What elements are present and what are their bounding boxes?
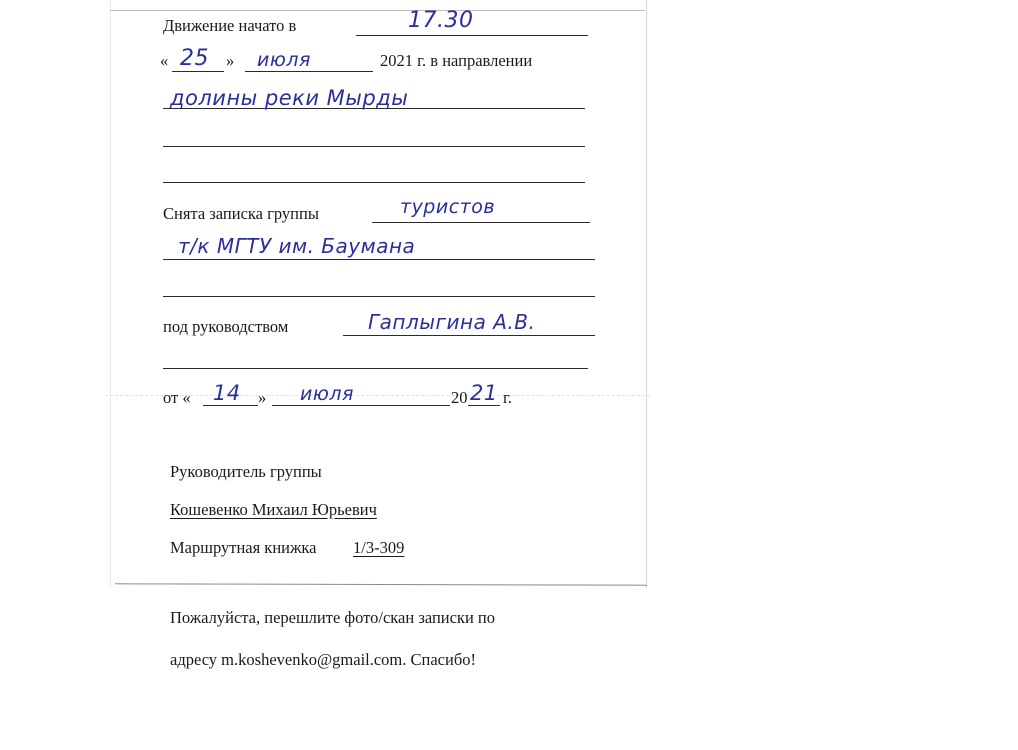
year-direction-label: 2021 г. в направлении — [380, 51, 533, 70]
leader-line — [343, 335, 595, 336]
from-month-handwritten: июля — [300, 383, 354, 405]
from-prefix: от « — [163, 388, 191, 407]
start-time-handwritten: 17.30 — [408, 8, 474, 33]
paper-torn-edge — [115, 583, 647, 589]
leader-handwritten: Гаплыгина А.В. — [368, 310, 536, 334]
from-day-line — [203, 405, 258, 406]
direction-handwritten: долины реки Мырды — [170, 86, 409, 110]
from-year-end: г. — [503, 388, 513, 407]
start-label: Движение начато в — [163, 16, 297, 35]
group-line-2 — [163, 259, 595, 260]
group-handwritten-2: т/к МГТУ им. Баумана — [178, 234, 416, 258]
day-quote-open: « — [160, 51, 169, 70]
group-line-1 — [372, 222, 590, 223]
route-book-label: Маршрутная книжка — [170, 538, 317, 557]
direction-line-2 — [163, 146, 585, 147]
group-line-3 — [163, 296, 595, 297]
direction-line-3 — [163, 182, 585, 183]
from-year-line — [468, 405, 500, 406]
leader-line-2 — [163, 368, 588, 369]
from-year-prefix: 20 — [451, 388, 468, 407]
month-line — [245, 71, 373, 72]
from-quote-close: » — [258, 388, 267, 407]
footer-line-2: адресу m.koshevenko@gmail.com. Спасибо! — [170, 650, 476, 669]
day-handwritten: 25 — [180, 46, 209, 71]
leader-role-label: Руководитель группы — [170, 462, 322, 481]
month-handwritten: июля — [257, 49, 311, 71]
paper-top-edge — [110, 10, 645, 15]
from-month-line — [272, 405, 450, 406]
start-time-line — [356, 35, 588, 36]
removed-by-label: Снята записка группы — [163, 204, 319, 223]
from-year-handwritten: 21 — [470, 381, 498, 405]
day-line — [172, 71, 224, 72]
leader-label: под руководством — [163, 317, 289, 336]
leader-full-name: Кошевенко Михаил Юрьевич — [170, 500, 377, 519]
group-handwritten-1: туристов — [400, 196, 496, 218]
from-day-handwritten: 14 — [213, 381, 241, 405]
day-quote-close: » — [226, 51, 235, 70]
route-book-number: 1/3-309 — [353, 538, 405, 557]
footer-line-1: Пожалуйста, перешлите фото/скан записки по — [170, 608, 495, 627]
